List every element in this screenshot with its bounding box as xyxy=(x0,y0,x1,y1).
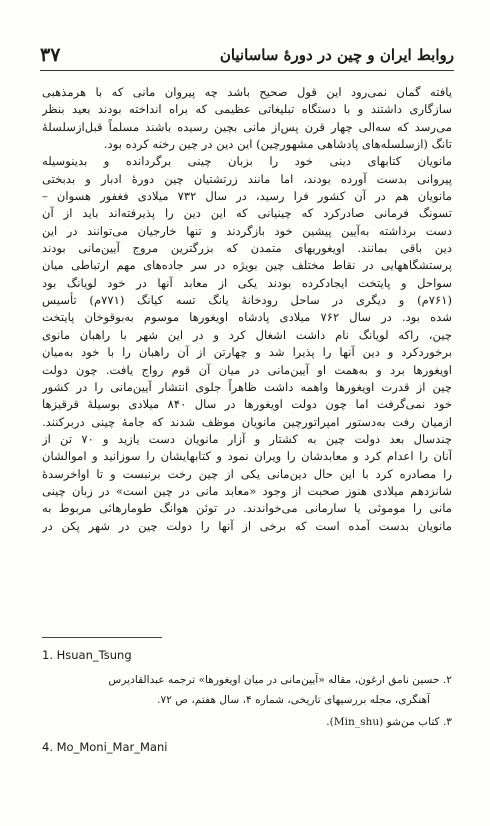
body-line: را مصادره کرد با این حال دین‌مانی یکی از چین رخت برنبست و تا اواخرسدهٔ xyxy=(42,466,452,481)
footnote-2-continued: آهنگری، مجله بررسیهای تاریخی، شماره ۴، سال هفتم، ص ۷۲. xyxy=(157,694,430,706)
page-number: ۳۷ xyxy=(40,44,61,66)
body-line: سازگاری داشتند و با دستگاه تبلیغاتی عظیمی که براه انداخته بودند بعید بنظر xyxy=(42,102,452,117)
page-header xyxy=(40,40,454,71)
body-line: شانزدهم میلادی هنوز صحبت از وجود «معابد مانی در چین است» در زبان چینی xyxy=(42,483,452,498)
body-line: آنان را اعدام کرد و معابدشان را ویران نمود و کتابهایشان را سوزانید و اموالشان xyxy=(42,449,452,464)
body-line: چندسال بعد دولت چین به کشتار و آزار مانویان دست یازید و ۷۰ تن از xyxy=(42,431,452,446)
body-text xyxy=(42,84,452,535)
body-line: مانی را موموئی یا سارمانی می‌خواندند. در توئن هوانگ طومارهائی مربوط به xyxy=(42,501,452,516)
running-head: روابط ایران و چین در دورهٔ ساسانیان xyxy=(219,46,454,64)
body-line: یافته گمان نمی‌رود این قول صحیح باشد چه پیروان مانی که با هرمذهبی xyxy=(42,85,452,99)
body-line: پرستشگاههایی در نقاط مختلف چین بویژه در سر جاده‌های مهم ارتباطی میان xyxy=(42,258,452,273)
body-line: ازمیان رفت به‌دستور امپراتورچین مانویان موظف شدند که جامهٔ چینی دربرکنند. xyxy=(42,414,452,429)
body-line: مانویان بدست آمده است که برخی از آنها را دولت چین در شهر پکن در xyxy=(42,518,452,533)
body-line: مانویان هم در آن کشور فرا رسید، در سال ۷۳۲ میلادی فغفور هسوان – xyxy=(42,189,452,204)
body-line: دین باقی بمانند. اویغوریهای متمدن که بزرگترین مروج آیین‌مانی بودند xyxy=(42,241,452,256)
footnote-divider xyxy=(42,637,162,638)
body-line: مانویان کتابهای دینی خود را بزبان چینی برگردانده و بدینوسیله xyxy=(42,154,452,169)
body-line: تسونگ فرمانی صادرکرد که چینیانی که این دین را پذیرفته‌اند باید از آن xyxy=(42,206,452,221)
body-line: تانگ (ازسلسله‌های پادشاهی مشهورچین) این دین در چین رخنه کرده بود. xyxy=(103,137,452,152)
footnote-2: ۲. حسین نامق ارغون، مقاله «آیین‌مانی در میان اویغورها» ترجمه عبدالقادیرس xyxy=(108,674,452,686)
body-line: اویغورها برد و به‌همت او آیین‌مانی در میان آن قوم رواج یافت. چون دولت xyxy=(42,362,452,377)
body-line: سواحل و پایتخت ایجادکرده بودند یکی از معابد آنها در خود لویانگ بود xyxy=(42,275,452,290)
body-line: می‌رسد که سه‌الی چهار قرن پس‌از مانی بچین رسیده باشند مسلماً قبل‌ازسلسلهٔ xyxy=(42,119,452,134)
footnote-4: 4. Mo_Moni_Mar_Mani xyxy=(42,740,168,754)
body-line: شده بود. در سال ۷۶۲ میلادی پادشاه اویغورها موسوم به‌بوقوخان پایتخت xyxy=(42,310,452,325)
body-line: پیروانی بدست آورده بودند، اما مانند زرتشتیان چین دورهٔ ادبار و بدبختی xyxy=(42,171,452,186)
body-line: چین، راکه لویانگ نام داشت اشغال کرد و در این شهر با راهبان مانوی xyxy=(42,327,452,342)
body-line: چین از قدرت اویغورها واهمه داشت ظاهراً جلوی انتشار آیین‌مانی را در کشور xyxy=(42,379,452,394)
footnote-1: 1. Hsuan_Tsung xyxy=(42,648,132,662)
body-line: (۷۶۱م) و دیگری در ساحل رودخانهٔ یانگ تسه کیانگ (۷۷۱م) تأسیس xyxy=(42,293,452,308)
footnote-3: ۳. کتاب من‌شو (Min_shu). xyxy=(326,716,452,728)
body-line: برخوردکرد و دین آنها را پذیرا شد و چهارتن از آن راهبان را با خود به‌میان xyxy=(42,345,452,360)
body-line: دست برداشته به‌آیین پیشین خود بازگردند و تنها خارجیان می‌توانند در این xyxy=(42,223,452,238)
body-line: خود نمی‌گرفت اما چون دولت اویغورها در سال ۸۴۰ میلادی بوسیلهٔ قرقیزها xyxy=(42,397,452,412)
